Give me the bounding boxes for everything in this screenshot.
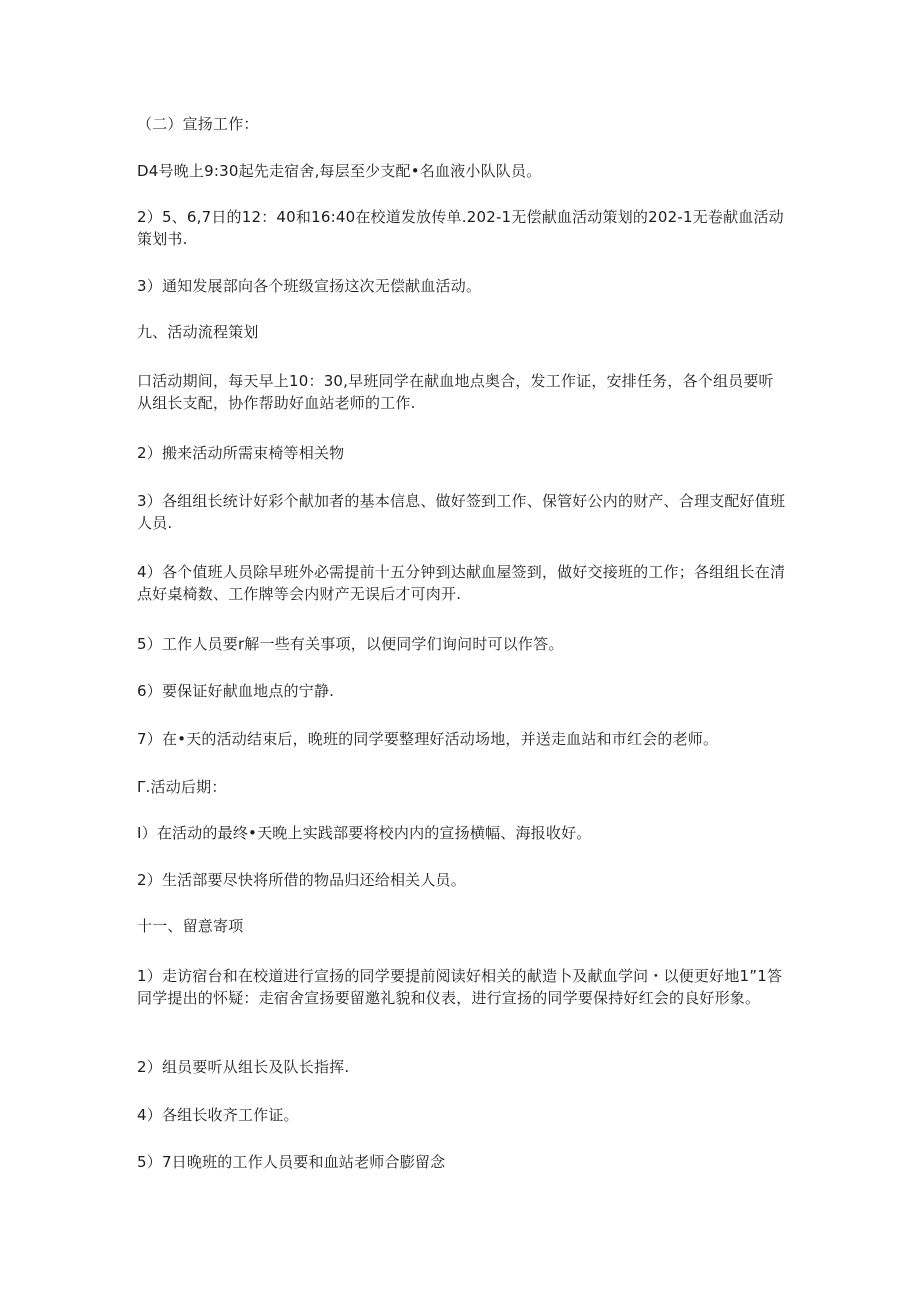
notes-item-5: 5）7日晚班的工作人员要和血站老师合膨留念 [137, 1153, 446, 1171]
flow-item-3: 3）各组组长统计好彩个献加者的基本信息、做好签到工作、保管好公内的财产、合理支配好值班人员. [137, 492, 786, 532]
section-heading-publicity: （二）宣扬工作： [137, 115, 259, 133]
flow-item-2: 2）搬来活动所需束椅等相关物 [137, 444, 345, 462]
flow-item-4: 4）各个值班人员除早班外必需提前十五分钟到达献血屋签到，做好交接班的工作；各组组长在清点好桌椅数、工作牌等会内财产无误后才可肉开. [137, 563, 786, 603]
post-activity-item-1: I）在活动的最终•天晚上实践部要将校内内的宣扬横幅、海报收好。 [137, 824, 592, 842]
publicity-item-2: 2）5、6,7日的12：40和16:40在校道发放传单.202-1无偿献血活动策划的202-1无卷献血活动策划书. [137, 208, 784, 248]
flow-item-7: 7）在•天的活动结束后，晚班的同学要整理好活动场地，并送走血站和市红会的老师。 [137, 730, 719, 748]
post-activity-item-2: 2）生活部要尽快将所借的物品归还给相关人员。 [137, 871, 466, 889]
section-heading-post-activity: Γ.活动后期： [137, 778, 227, 796]
flow-item-5: 5）工作人员要r解一些有关事项，以便同学们询问时可以作答。 [137, 635, 564, 653]
notes-item-1: 1）走访宿台和在校道进行宣扬的同学要提前阅读好相关的献造卜及献血学问・以便更好地1”1答同学提出的怀疑：走宿舍宣扬要留邀礼貌和仪表，进行宣扬的同学要保持好红会的良好形象。 [137, 967, 783, 1007]
notes-item-4: 4）各组长收齐工作证。 [137, 1106, 299, 1124]
section-heading-notes: 十一、留意寄项 [137, 917, 244, 935]
notes-item-2: 2）组员要听从组长及队长指挥. [137, 1058, 350, 1076]
flow-item-6: 6）要保证好献血地点的宁静. [137, 682, 335, 700]
publicity-item-1: D4号晚上9:30起先走宿舍,每层至少支配•名血液小队队员。 [137, 162, 542, 180]
section-heading-activity-flow: 九、活动流程策划 [137, 323, 259, 341]
flow-item-1: 口活动期间，每天早上10：30,早班同学在献血地点奥合，发工作证，安排任务，各个组员要听从组长支配，协作帮助好血站老师的工作. [137, 372, 774, 412]
publicity-item-3: 3）通知发展部向各个班级宣扬这次无偿献血活动。 [137, 277, 482, 295]
